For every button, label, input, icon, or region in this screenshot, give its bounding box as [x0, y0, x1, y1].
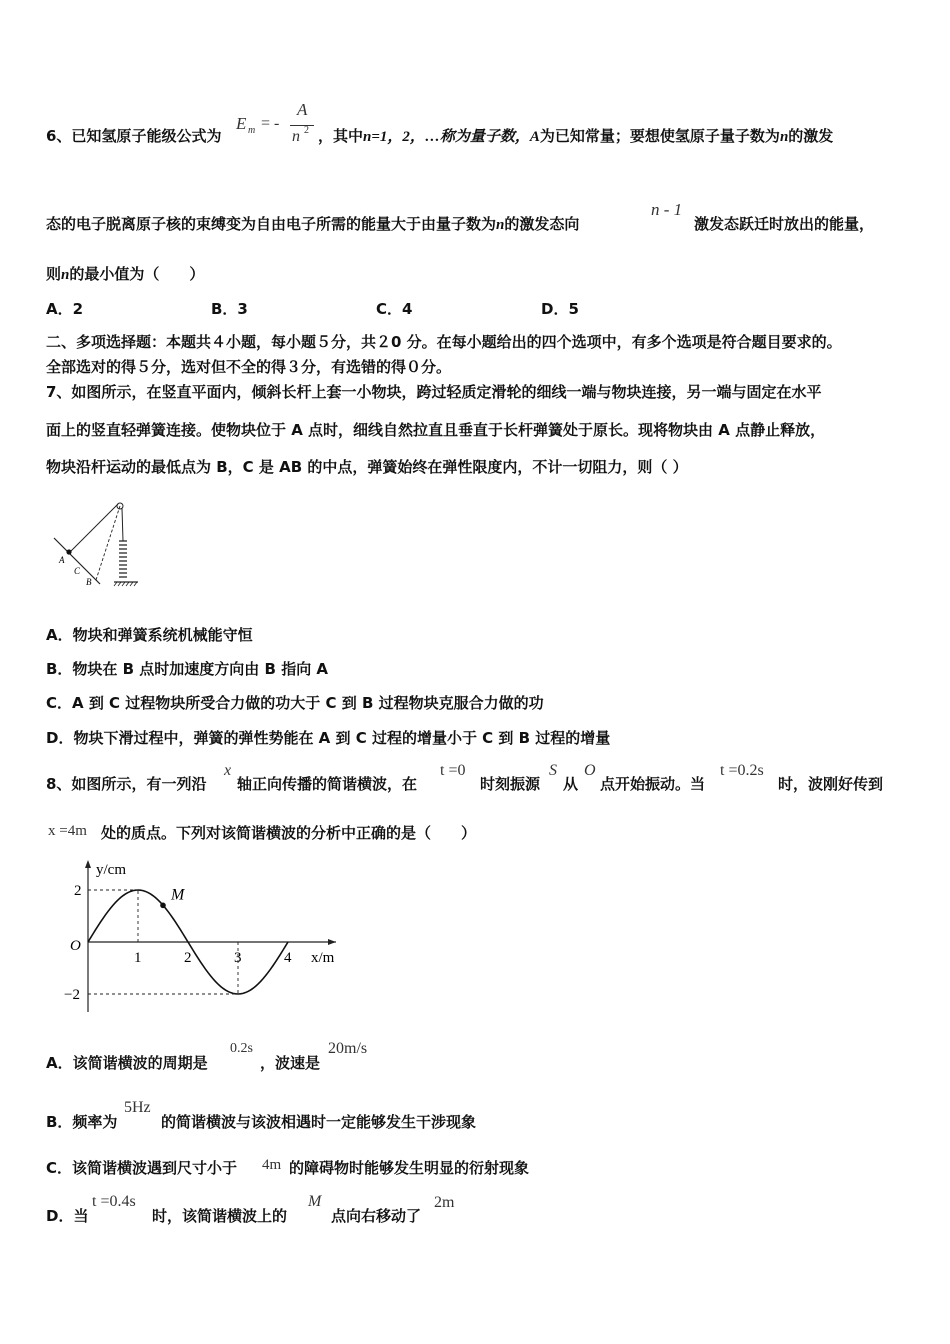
q7-line3: 物块沿杆运动的最低点为 B，C 是 AB 的中点，弹簧始终在弹性限度内，不计一切阻力，则（ ） — [46, 458, 688, 476]
q8-optC-b: 的障碍物时能够发生明显的衍射现象 — [289, 1159, 530, 1177]
q8-optB-b: 的简谐横波与该波相遇时一定能够发生干涉现象 — [161, 1113, 477, 1131]
q8-var-O: O — [584, 762, 596, 779]
q8-optB-freq: 5Hz — [124, 1099, 151, 1116]
q6-l3-a: 则 — [46, 265, 62, 283]
q6-line1b — [318, 126, 833, 147]
label-C: C — [74, 566, 81, 576]
q8-wave-chart — [58, 852, 358, 1024]
q8-optC-size: 4m — [262, 1157, 282, 1173]
q8-x4m: x =4m — [48, 823, 87, 839]
q8-l1-e: 点开始振动。当 — [600, 775, 706, 793]
q8-l2-a: 处的质点。下列对该简谐横波的分析中正确的是（ ） — [101, 824, 477, 842]
q8-optD-distance: 2m — [434, 1194, 455, 1211]
q7-option-a: A．物块和弹簧系统机械能守恒 — [46, 626, 253, 644]
q8-t1: t =0.2s — [720, 762, 764, 779]
q8-l1-f: 时，波刚好传到 — [778, 775, 884, 793]
q8-optD-text-b — [152, 1206, 287, 1226]
q6-text-6: n — [779, 129, 789, 145]
q7-option-b: B．物块在 B 点时加速度方向由 B 指向 A — [46, 660, 329, 678]
y-axis-label: y/cm — [96, 862, 126, 878]
q8-t0: t =0 — [440, 762, 466, 779]
q8-optA-text-b — [260, 1053, 320, 1073]
q8-optD-M: M — [308, 1193, 322, 1210]
q8-optD-text-c — [331, 1206, 421, 1226]
formula-den: n — [292, 128, 300, 145]
q8-var-S: S — [549, 762, 557, 779]
q8-optC-a: C．该简谐横波遇到尺寸小于 — [46, 1159, 238, 1177]
section2-line2: 全部选对的得５分，选对但不全的得３分，有选错的得０分。 — [46, 358, 452, 376]
q7-line2: 面上的竖直轻弹簧连接。使物块位于 A 点时，细线自然拉直且垂直于长杆弹簧处于原长。现将物块由 A 点静止释放， — [46, 421, 826, 439]
q8-optB-text-a — [46, 1112, 117, 1132]
q7-figure — [48, 496, 148, 592]
string-dashed — [96, 506, 120, 580]
q8-optD-a: D．当 — [46, 1207, 89, 1225]
section2-line1: 二、多项选择题：本题共４小题，每小题５分，共２0 分。在每小题给出的四个选项中，有多个选项是符合题目要求的。 — [46, 333, 842, 351]
wave-layer — [64, 883, 292, 1003]
q6-l2-a: 态的电子脱离原子核的束缚变为自由电子所需的能量大于由量子数为 — [46, 215, 497, 233]
y-axis-arrow — [85, 860, 91, 868]
q6-choice-d: D．5 — [541, 300, 579, 318]
q6-line2c — [694, 214, 874, 234]
string-vertical — [122, 508, 123, 541]
x-tick-label: 4 — [284, 950, 292, 966]
label-B: B — [86, 577, 92, 587]
q6-choice-b: B．3 — [211, 300, 248, 318]
q8-line1-e — [600, 774, 705, 794]
fraction-bar — [290, 125, 314, 126]
x-tick-label: 1 — [134, 950, 142, 966]
q7-option-c: C．A 到 C 过程物块所受合力做的功大于 C 到 B 过程物块克服合力做的功 — [46, 694, 544, 712]
x-tick-label: 2 — [184, 950, 192, 966]
q8-var-x: x — [224, 762, 232, 779]
formula-E: E — [236, 114, 247, 133]
q7-line1: 7、如图所示，在竖直平面内，倾斜长杆上套一小物块，跨过轻质定滑轮的细线一端与物块连接，另一端与固定在水平 — [46, 383, 822, 401]
y-tick-label: 2 — [74, 883, 82, 899]
q6-text-1: 6、已知氢原子能级公式为 — [46, 127, 222, 145]
label-A: A — [59, 555, 65, 565]
q8-optC-text-b — [289, 1158, 529, 1178]
q6-choice-a: A．2 — [46, 300, 84, 318]
q6-l3-b: 的最小值为（ ） — [69, 265, 205, 283]
q8-l1-d: 从 — [563, 775, 579, 793]
origin-label: O — [70, 938, 81, 954]
point-m-label: M — [171, 886, 185, 904]
q6-line3 — [46, 264, 204, 285]
spring-icon — [119, 541, 127, 577]
q7-option-d: D．物块下滑过程中，弹簧的弹性势能在 A 到 C 过程的增量小于 C 到 B 过程的增量 — [46, 729, 611, 747]
q8-optA-b: ，波速是 — [260, 1054, 321, 1072]
q6-choice-c: C．4 — [376, 300, 413, 318]
q6-text-7: 的激发 — [788, 127, 834, 145]
q6-l2-n: n — [496, 217, 505, 233]
q6-expr-n-minus-1: n - 1 — [651, 200, 683, 219]
formula-num: A — [297, 100, 308, 119]
q8-optC-text-a — [46, 1158, 237, 1178]
q8-optD-text-a — [46, 1206, 88, 1226]
q6-l2-c: 激发态跃迁时放出的能量， — [694, 215, 875, 233]
q6-line1 — [46, 126, 221, 146]
q8-optB-a: B．频率为 — [46, 1113, 118, 1131]
q8-line1-a — [46, 774, 206, 794]
q6-text-4: A — [529, 129, 540, 145]
q8-optD-c: 点向右移动了 — [331, 1207, 422, 1225]
q8-optA-period: 0.2s — [230, 1041, 253, 1056]
x-axis-label: x/m — [311, 950, 335, 966]
point-m-dot — [160, 903, 166, 909]
string-segment-a — [69, 504, 118, 553]
y-tick-label: −2 — [64, 987, 80, 1003]
q6-l3-n: n — [61, 267, 70, 283]
q6-text-5: 为已知常量；要想使氢原子量子数为 — [539, 127, 780, 145]
q6-text-2: ，其中 — [318, 127, 364, 145]
q8-optD-b: 时，该简谐横波上的 — [152, 1207, 288, 1225]
formula-eq: = - — [261, 115, 280, 132]
formula-den-exp: 2 — [304, 125, 309, 136]
block-dot — [66, 549, 71, 554]
q8-optA-a: A．该简谐横波的周期是 — [46, 1054, 208, 1072]
q8-line1-b — [237, 774, 417, 794]
q6-formula — [236, 100, 316, 150]
q8-optB-text-b — [161, 1112, 476, 1132]
q8-l1-c: 时刻振源 — [480, 775, 541, 793]
formula-sub: m — [248, 125, 256, 136]
q6-line2 — [46, 214, 579, 235]
q6-text-3: n=1，2，…称为量子数， — [363, 129, 530, 145]
q8-line1-f — [778, 774, 883, 794]
q8-line1-d — [563, 774, 578, 794]
q8-optA-speed: 20m/s — [328, 1040, 368, 1057]
q8-optA-text-a — [46, 1053, 208, 1073]
q8-optD-time: t =0.4s — [92, 1193, 136, 1210]
x-tick-label: 3 — [234, 950, 242, 966]
q8-l1-a: 8、如图所示，有一列沿 — [46, 775, 207, 793]
q8-line1-c — [480, 774, 540, 794]
q8-l1-b: 轴正向传播的简谐横波，在 — [237, 775, 418, 793]
x-axis-arrow — [328, 939, 336, 945]
q6-l2-b: 的激发态向 — [504, 215, 580, 233]
q8-line2 — [101, 823, 476, 843]
